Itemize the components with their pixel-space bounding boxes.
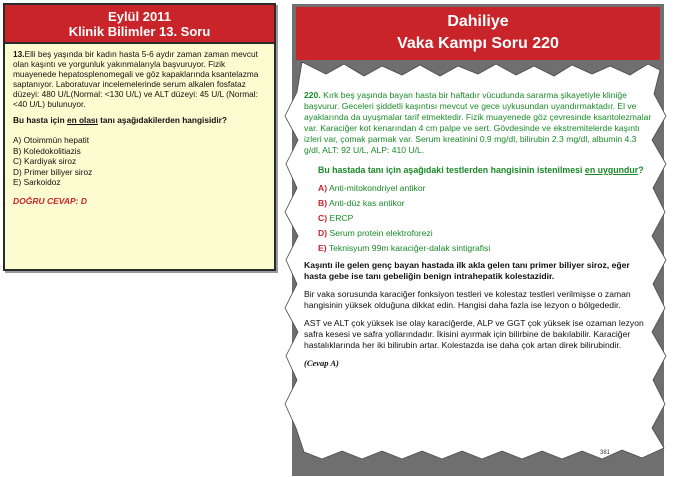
case-option-d	[318, 228, 654, 239]
case-option-a-letter: A)	[318, 183, 328, 193]
left-header-date: Eylül 2011	[108, 9, 171, 24]
left-option-c: C) Kardiyak siroz	[13, 156, 77, 166]
case-options-list	[318, 183, 654, 254]
left-option-e: E) Sarkoidoz	[13, 177, 61, 187]
case-question-number: 220.	[304, 90, 321, 100]
left-question-card	[3, 3, 276, 271]
left-prompt-pre: Bu hasta için	[13, 115, 67, 125]
right-header-subject: Dahiliye	[447, 13, 509, 30]
left-options-list	[13, 135, 268, 188]
left-card-body	[5, 44, 274, 206]
left-question-number: 13.	[13, 49, 25, 59]
left-correct-answer: DOĞRU CEVAP: D	[13, 195, 87, 206]
case-option-a	[318, 183, 654, 194]
case-question-prompt	[318, 165, 654, 176]
right-card-content	[304, 90, 654, 369]
case-option-d-letter: D)	[318, 228, 328, 238]
case-option-b-letter: B)	[318, 198, 328, 208]
right-header-title: Vaka Kampı Soru 220	[397, 35, 559, 52]
left-header-title: Klinik Bilimler 13. Soru	[68, 24, 211, 39]
case-option-e	[318, 243, 654, 254]
case-option-e-letter: E)	[318, 243, 327, 253]
left-prompt-underline: en olası	[66, 115, 98, 125]
right-case-card	[282, 4, 678, 476]
case-option-b-text: Anti-düz kas antikor	[327, 198, 405, 208]
case-prompt-pre: Bu hastada tanı için aşağıdaki testlerden hangisinin istenilmesi	[318, 165, 585, 175]
left-option-d: D) Primer biliyer siroz	[13, 166, 93, 177]
case-option-c-letter: C)	[318, 213, 328, 223]
explanation-paragraph-2: AST ve ALT çok yüksek ise olay karaciğerde, ALP ve GGT çok yüksek ise ozaman lezyon safra kesesi ve safra yollarındadır. İkisini ayırmak için bilirbine de bakılabilir. Karaciğer hastalıklarında her iki bilirubin artar. Kolestazda ise daha çok artan direk bilirubindir.	[304, 318, 644, 350]
left-option-b: B) Koledokolitiazis	[13, 145, 81, 156]
case-question-stem	[304, 90, 654, 156]
explanation-summary: Kaşıntı ile gelen genç bayan hastada ilk akla gelen tanı primer biliyer siroz, eğer hasta gebe ise tanı gebeliğin benign intrahepatik kolestazidir.	[304, 260, 630, 281]
case-option-c	[318, 213, 654, 224]
left-card-header	[5, 5, 274, 44]
explanation-paragraph-1: Bir vaka sorusunda karaciğer fonksiyon testleri ve kolestaz testleri verilmişse o zaman hangisinin yüksek olduğuna dikkat edin. Hangisi daha fazla ise lezyon o bölgededir.	[304, 289, 631, 310]
left-stem-text: Elli beş yaşında bir kadın hasta 5-6 aydır zaman zaman mevcut olan kaşıntı ve yorgunluk yakınmalarıyla başvuruyor. Fizik muayenede hepatosplenomegali ve göz kapaklarında ksantelazma saptanıyor. Laboratuvar incelemelerinde serum alkalen fosfataz düzeyi: 480 U/L(Normal: <130 U/L) ve ALT düzeyi: 45 U/L (Normal:<40 U/L) bulunuyor.	[13, 49, 259, 109]
page-number: 381	[600, 450, 611, 456]
left-option-a: A) Otoimmün hepatit	[13, 135, 90, 145]
case-prompt-underline: en uygundur	[584, 165, 639, 175]
case-option-a-text: Anti-mitokondriyel antikor	[327, 183, 426, 193]
case-stem-text: Kırk beş yaşında bayan hasta bir haftadır vücudunda sararma şikayetiyle kliniğe başvurur. Geceleri şiddetli kaşıntısı mevcut ve gece uykusundan uyandırmaktadır. El ve ayaklarında da uyuşmalar tarif etmektedir. Fizik muayenede göz çevresinde ksantolezmalar var. Karaciğer kot kenarından 4 cm palpe ve sert. Gövdesinde ve ekstremitelerde kaşıntı izleri var, çomak parmak var. Serum kreatinini 0.9 mg/dl, bilirubin 2.3 mg/dl, albumin 4.3 g/dl, ALT: 92 U/L, ALP: 410 U/L.	[304, 90, 652, 155]
left-question-prompt	[13, 115, 268, 125]
case-option-b	[318, 198, 654, 209]
case-prompt-post: ?	[638, 165, 644, 175]
case-option-d-text: Serum protein elektroforezi	[327, 228, 433, 238]
left-question-stem	[13, 49, 268, 109]
case-option-c-text: ERCP	[327, 213, 354, 223]
case-option-e-text: Teknisyum 99m karaciğer-dalak sintigrafisi	[326, 243, 491, 253]
case-answer: (Cevap A)	[304, 358, 339, 368]
left-prompt-post: tanı aşağıdakilerden hangisidir?	[97, 115, 227, 125]
